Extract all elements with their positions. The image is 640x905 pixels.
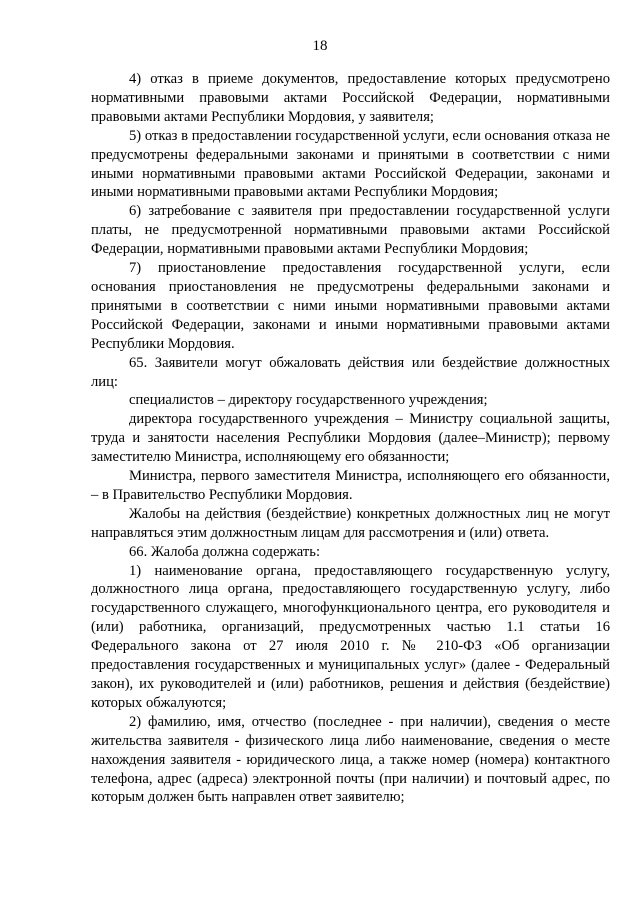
paragraph-specialists: специалистов – директору государственного учреждения; <box>129 392 488 409</box>
paragraph-director: директора государственного учреждения – Министру социальной защиты, труда и занятости населения Республики Мордовия (далее–Министр); первому заместителю Министра, исполняющему его обязанности; <box>91 411 610 466</box>
page-number: 18 <box>312 38 328 54</box>
paragraph-item-7-suspension: 7) приостановление предоставления государственной услуги, если основания приостановления не предусмотрены федеральными законами и принятыми в соответствии с ними иными нормативными правовыми актами Российской Федерации, законами и иными нормативными правовыми актами Республики Мордовия. <box>91 260 610 352</box>
paragraph-item-6-fee-demand: 6) затребование с заявителя при предоставлении государственной услуги платы, не предусмотренной нормативными правовыми актами Российской Федерации, нормативными правовыми актами Республики Мордовия; <box>91 203 610 258</box>
paragraph-66-complaint-content: 66. Жалоба должна содержать: <box>129 543 320 560</box>
paragraph-item-4-refusal-documents: 4) отказ в приеме документов, предоставление которых предусмотрено нормативными правовыми актами Российской Федерации, нормативными правовыми актами Республики Мордовия, у заявителя; <box>91 71 610 125</box>
paragraph-content-item-1: 1) наименование органа, предоставляющего государственную услугу, должностного лица органа, предоставляющего государственную услугу, либо государственного служащего, многофункционального центра, его руководителя и (или) работника, организаций, предусмотренных частью 1.1 статьи 16 Федерального закона от 27 июля 2010 г. № 210-ФЗ «Об организации предоставления государственных и муниципальных услуг» (далее - Федеральный закон), их руководителей и (или) работников, решения и действия (бездействие) которых обжалуются; <box>91 562 610 711</box>
document-body <box>91 70 610 807</box>
paragraph-minister: Министра, первого заместителя Министра, исполняющего его обязанности, – в Правительство Республики Мордовия. <box>91 468 610 503</box>
paragraph-content-item-2: 2) фамилию, имя, отчество (последнее - при наличии), сведения о месте жительства заявителя - физического лица либо наименование, сведения о месте нахождения заявителя - юридического лица, а также номер (номера) контактного телефона, адрес (адреса) электронной почты (при наличии) и почтовый адрес, по которым должен быть направлен ответ заявителю; <box>91 713 610 806</box>
paragraph-item-5-refusal-service: 5) отказ в предоставлении государственной услуги, если основания отказа не предусмотрены федеральными законами и принятыми в соответствии с ними иными нормативными правовыми актами Российской Федерации, законами и иными нормативными правовыми актами Республики Мордовия; <box>91 127 610 201</box>
paragraph-65-appeal-rights: 65. Заявители могут обжаловать действия или бездействие должностных лиц: <box>91 354 610 390</box>
paragraph-complaints-restriction: Жалобы на действия (бездействие) конкретных должностных лиц не могут направляться этим должностным лицам для рассмотрения и (или) ответа. <box>91 505 610 541</box>
